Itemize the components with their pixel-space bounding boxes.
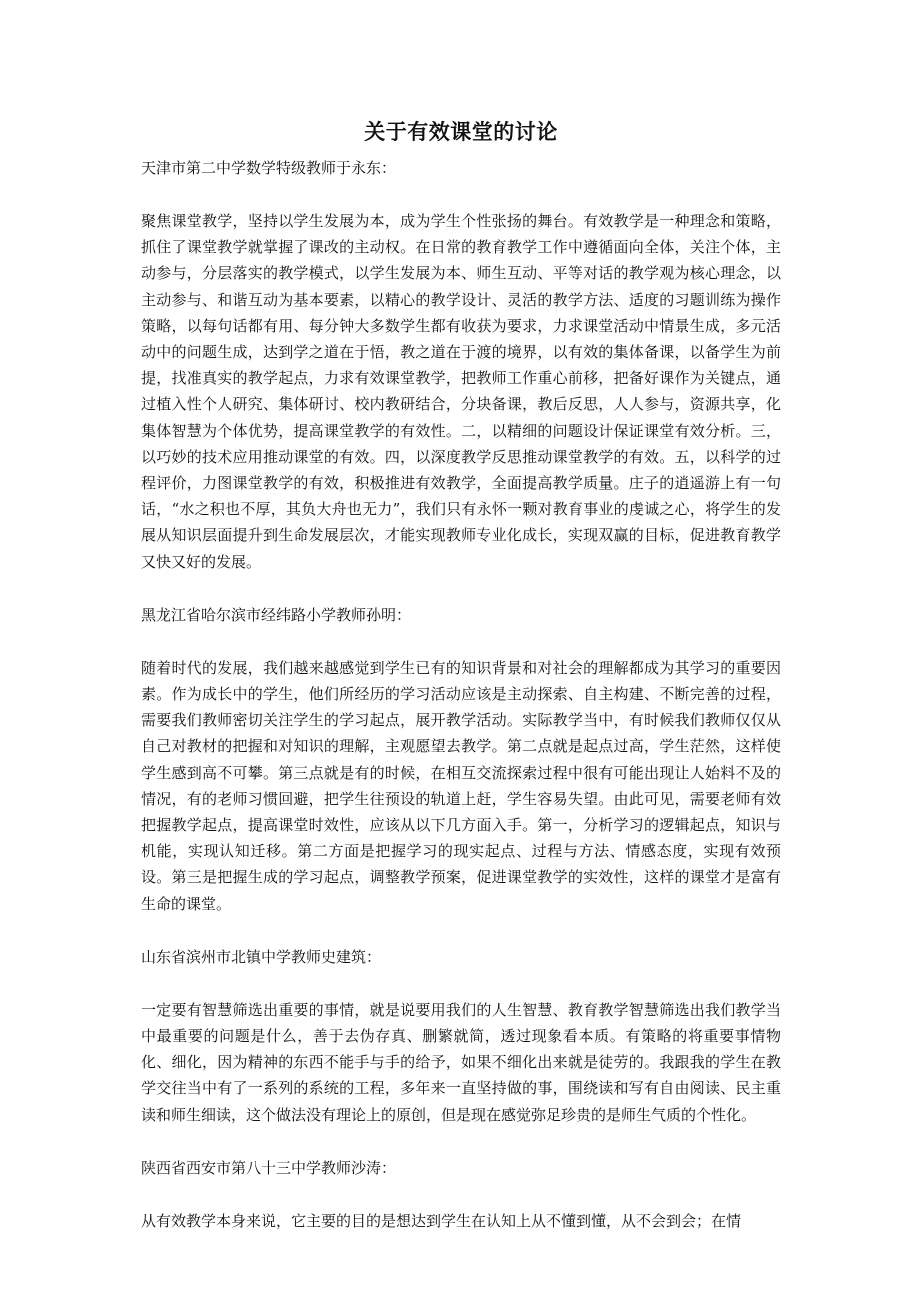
- speech-paragraph: 从有效教学本身来说，它主要的目的是想达到学生在认知上从不懂到懂，从不会到会；在情: [141, 1211, 742, 1230]
- document-page: [141, 118, 781, 1234]
- section-shi-jianzhu: [141, 944, 781, 1128]
- speech-paragraph: 聚焦课堂教学，坚持以学生发展为本，成为学生个性张扬的舞台。有效教学是一种理念和策略，抓住了课堂教学就掌握了课改的主动权。在日常的教育教学工作中遵循面向全体，关注个体，主动参与，分层落实的教学模式，以学生发展为本、师生互动、平等对话的教学观为核心理念，以主动参与、和谐互动为基本要素，以精心的教学设计、灵活的教学方法、适度的习题训练为操作策略，以每句话都有用、每分钟大多数学生都有收获为要求，力求课堂活动中情景生成，多元活动中的问题生成，达到学之道在于悟，教之道在于渡的境界，以有效的集体备课，以备学生为前提，找准真实的教学起点，力求有效课堂教学，把教师工作重心前移，把备好课作为关键点，通过植入性个人研究、集体研讨、校内教研结合，分块备课，教后反思，人人参与，资源共享，化集体智慧为个体优势，提高课堂教学的有效性。二，以精细的问题设计保证课堂有效分析。三，以巧妙的技术应用推动课堂的有效。四，以深度教学反思推动课堂教学的有效。五，以科学的过程评价，力图课堂教学的有效，积极推进有效教学，全面提高教学质量。庄子的逍遥游上有一句话，“水之积也不厚，其负大舟也无力”，我们只有永怀一颗对教育事业的虔诚之心，将学生的发展从知识层面提升到生命发展层次，才能实现教师专业化成长，实现双赢的目标，促进教育教学又快又好的发展。: [141, 212, 781, 571]
- speaker-label: 山东省滨州市北镇中学教师史建筑：: [141, 947, 382, 966]
- section-sun-ming: [141, 602, 781, 917]
- section-yu-yongdong: [141, 155, 781, 575]
- speech-paragraph: 一定要有智慧筛选出重要的事情，就是说要用我们的人生智慧、教育教学智慧筛选出我们教学当中最重要的问题是什么，善于去伪存真、删繁就简，透过现象看本质。有策略的将重要事情物化、细化，因为精神的东西不能手与手的给予，如果不细化出来就是徒劳的。我跟我的学生在教学交往当中有了一系列的系统的工程，多年来一直坚持做的事，围绕读和写有自由阅读、民主重读和师生细读，这个做法没有理论上的原创，但是现在感觉弥足珍贵的是师生气质的个性化。: [141, 1000, 781, 1124]
- section-sha-tao: [141, 1155, 781, 1234]
- document-title: 关于有效课堂的讨论: [364, 119, 558, 144]
- speech-paragraph: 随着时代的发展，我们越来越感觉到学生已有的知识背景和对社会的理解都成为其学习的重要因素。作为成长中的学生，他们所经历的学习活动应该是主动探索、自主构建、不断完善的过程，需要我们教师密切关注学生的学习起点，展开教学活动。实际教学当中，有时候我们教师仅仅从自己对教材的把握和对知识的理解，主观愿望去教学。第二点就是起点过高，学生茫然，这样使学生感到高不可攀。第三点就是有的时候，在相互交流探索过程中很有可能出现让人始料不及的情况，有的老师习惯回避，把学生往预设的轨道上赶，学生容易失望。由此可见，需要老师有效把握教学起点，提高课堂时效性，应该从以下几方面入手。第一，分析学习的逻辑起点，知识与机能，实现认知迁移。第二方面是把握学习的现实起点、过程与方法、情感态度，实现有效预设。第三是把握生成的学习起点，调整教学预案，促进课堂教学的实效性，这样的课堂才是富有生命的课堂。: [141, 658, 781, 913]
- speaker-label: 陕西省西安市第八十三中学教师沙涛：: [141, 1158, 397, 1177]
- speaker-label: 黑龙江省哈尔滨市经纬路小学教师孙明：: [141, 605, 412, 624]
- speaker-label: 天津市第二中学数学特级教师于永东：: [141, 159, 397, 177]
